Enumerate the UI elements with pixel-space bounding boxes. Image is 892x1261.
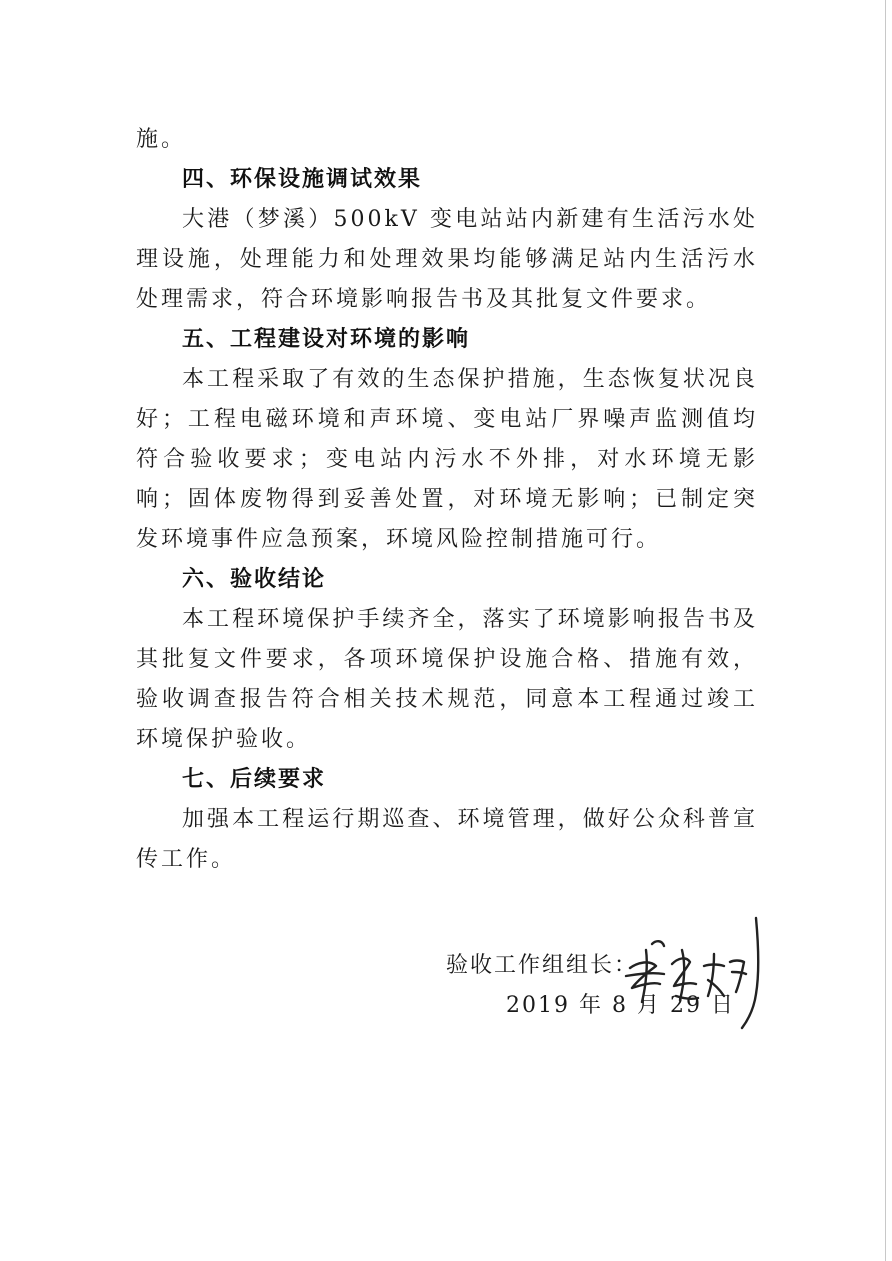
section-body-5: 本工程采取了有效的生态保护措施，生态恢复状况良好；工程电磁环境和声环境、变电站厂界噪声监测值均符合验收要求；变电站内污水不外排，对水环境无影响；固体废物得到妥善处置，对环境无影响；已制定突发环境事件应急预案，环境风险控制措施可行。	[136, 367, 758, 552]
section-body-6: 本工程环境保护手续齐全，落实了环境影响报告书及其批复文件要求，各项环境保护设施合格、措施有效，验收调查报告符合相关技术规范，同意本工程通过竣工环境保护验收。	[136, 607, 758, 752]
signature-block	[446, 940, 766, 1040]
continuation-text: 施。	[136, 127, 187, 152]
section-heading-4: 四、环保设施调试效果	[182, 167, 423, 192]
section-heading-7: 七、后续要求	[182, 767, 327, 792]
section-body-7: 加强本工程运行期巡查、环境管理，做好公众科普宣传工作。	[136, 807, 758, 872]
handwritten-signature	[616, 910, 766, 1030]
scan-edge-line	[885, 0, 886, 1261]
section-heading-6: 六、验收结论	[182, 567, 327, 592]
section-heading-5: 五、工程建设对环境的影响	[182, 327, 471, 352]
document-body	[136, 120, 758, 880]
section-body-4: 大港（梦溪）500kV 变电站站内新建有生活污水处理设施，处理能力和处理效果均能够满足站内生活污水处理需求，符合环境影响报告书及其批复文件要求。	[136, 207, 758, 312]
signature-label: 验收工作组组长：	[446, 953, 639, 978]
signature-date: 2019 年 8 月 29 日	[506, 993, 735, 1018]
